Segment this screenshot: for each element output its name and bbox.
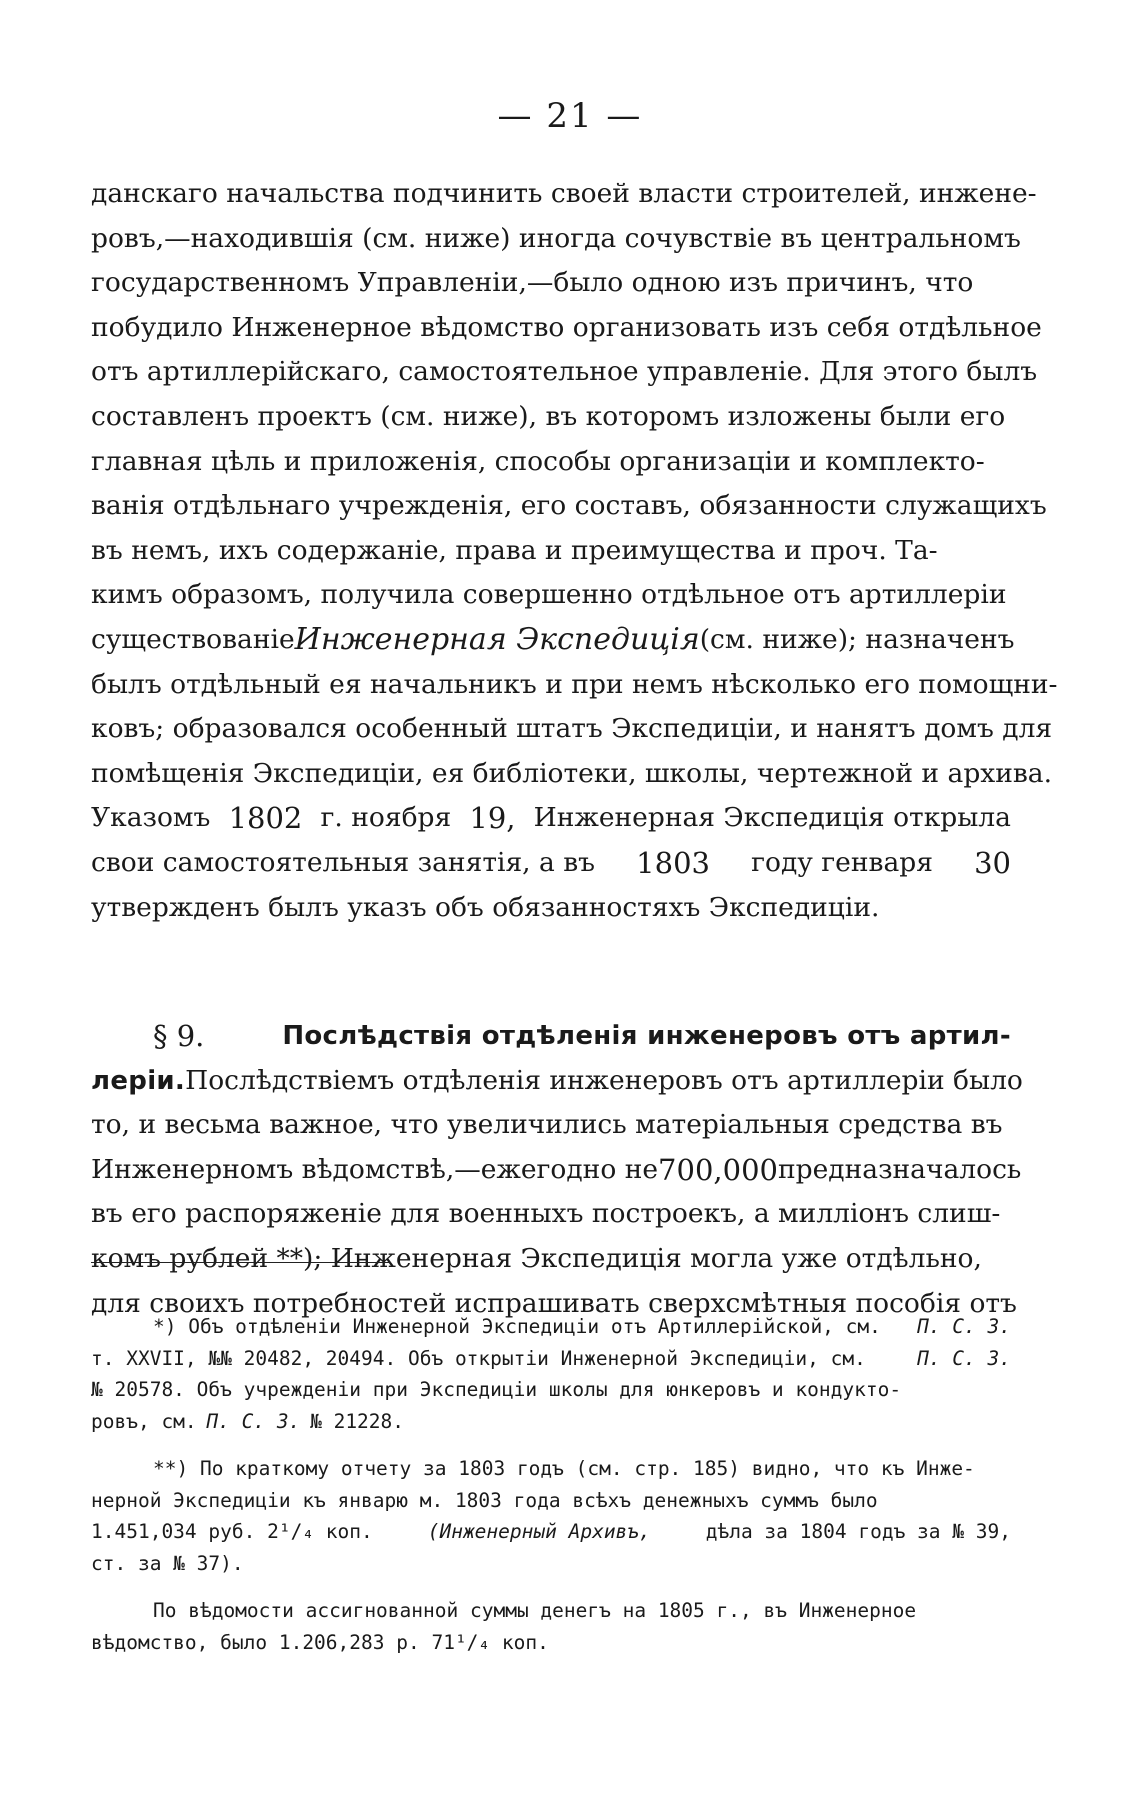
section-title-end: леріи.	[91, 1065, 186, 1096]
text-line: составленъ проектъ (см. ниже), въ которомъ изложены были его	[91, 400, 1006, 432]
main-text	[91, 172, 1058, 1326]
text-segment: Послѣдствіемъ отдѣленія инженеровъ отъ артиллеріи было	[185, 1064, 1023, 1096]
text-line: кимъ образомъ, получила совершенно отдѣльное отъ артиллеріи	[91, 579, 1007, 611]
citation: П. С. З.	[917, 1315, 1011, 1338]
text-line: былъ отдѣльный ея начальникъ и при немъ нѣсколько его помощни-	[91, 668, 1058, 700]
text-line: помѣщенія Экспедиціи, ея библіотеки, школы, чертежной и архива.	[91, 757, 1053, 789]
sum-number: 700,000	[658, 1152, 778, 1187]
text-line: отъ артиллерійскаго, самостоятельное управленіе. Для этого былъ	[91, 356, 1038, 388]
text-line	[91, 1148, 1022, 1193]
text-segment: году генваря	[751, 846, 933, 878]
page-number: — 21 —	[497, 96, 643, 136]
footnote-line	[91, 1406, 1011, 1438]
footnote-line: № 20578. Объ учрежденіи при Экспедиціи школы для юнкеровъ и кондукто-	[91, 1378, 902, 1401]
text-line: ровъ,—находившія (см. ниже) иногда сочувствіе въ центральномъ	[91, 222, 1021, 254]
text-segment: предназначалось	[777, 1153, 1022, 1185]
citation: П. С. З.	[917, 1346, 1011, 1370]
text-line: въ немъ, ихъ содержаніе, права и преимущества и проч. Та-	[91, 534, 938, 566]
footnote-gap	[91, 1437, 1011, 1453]
text-segment: *) Объ отдѣленіи Инженерной Экспедиціи отъ Артиллерійской, см.	[153, 1315, 881, 1338]
text-segment: (см. ниже); назначенъ	[699, 623, 1015, 655]
text-line	[91, 1059, 1023, 1104]
section-heading-line	[91, 1014, 1011, 1059]
year-number: 1803	[636, 845, 710, 880]
day-number: 30	[974, 845, 1011, 880]
footnote-line: вѣдомство, было 1.206,283 р. 71¹/₄ коп.	[91, 1630, 549, 1654]
text-line: главная цѣль и приложенія, способы организаціи и комплекто-	[91, 445, 985, 477]
institution-name: Инженерная Экспедиція	[294, 621, 700, 657]
text-line: ковъ; образовался особенный штатъ Экспедиціи, и нанятъ домъ для	[91, 713, 1053, 745]
section-number: § 9.	[153, 1019, 205, 1054]
text-segment: свои самостоятельныя занятія, а въ	[91, 846, 596, 878]
footnote-gap	[91, 1579, 1011, 1595]
text-line: въ его распоряженіе для военныхъ построекъ, а милліонъ слиш-	[91, 1198, 1001, 1230]
citation: П. С. З.	[206, 1409, 301, 1433]
text-segment: г. ноября	[320, 802, 452, 834]
footnote-line: **) По краткому отчету за 1803 годъ (см. стр. 185) видно, что къ Инже-	[153, 1457, 975, 1480]
text-line: данскаго начальства подчинить своей власти строителей, инжене-	[91, 178, 1037, 209]
section-gap	[91, 930, 1011, 1014]
text-line	[91, 796, 1011, 841]
text-line: утвержденъ былъ указъ объ обязанностяхъ Экспедиціи.	[91, 891, 880, 923]
text-line: то, и весьма важное, что увеличились матеріальныя средства въ	[91, 1109, 1003, 1141]
footnotes	[91, 1311, 1011, 1658]
footnote-line	[91, 1311, 1011, 1343]
footnote-divider	[91, 1262, 391, 1263]
text-line: для своихъ потребностей испрашивать сверхсмѣтныя пособія отъ	[91, 1287, 1017, 1319]
footnote-line: нерной Экспедиціи къ январю м. 1803 года всѣхъ денежныхъ суммъ было	[91, 1488, 878, 1512]
text-line: ванія отдѣльнаго учрежденія, его составъ, обязанности служащихъ	[91, 490, 1047, 522]
text-segment: Инженерномъ вѣдомствѣ,—ежегодно не	[91, 1153, 659, 1185]
text-segment: дѣла за 1804 годъ за № 39,	[705, 1520, 1011, 1543]
day-number: 19,	[469, 801, 516, 836]
text-segment: т. XXVII, №№ 20482, 20494. Объ открытіи Инженерной Экспедиціи, см.	[91, 1346, 866, 1370]
footnote-line: По вѣдомости ассигнованной суммы денегъ на 1805 г., въ Инженерное	[153, 1599, 917, 1622]
citation: (Инженерный Архивъ,	[427, 1520, 651, 1543]
text-segment: Указомъ	[91, 802, 211, 834]
footnote-line	[91, 1516, 1011, 1548]
text-segment: существованіе	[91, 623, 295, 655]
footnote-line: ст. за № 37).	[91, 1551, 244, 1575]
text-line: побудило Инженерное вѣдомство организовать изъ себя отдѣльное	[91, 311, 1042, 343]
section-title: Послѣдствія отдѣленія инженеровъ отъ артил-	[282, 1021, 1011, 1052]
text-line	[91, 841, 1011, 886]
text-line: государственномъ Управленіи,—было одною изъ причинъ, что	[91, 267, 974, 299]
text-line: комъ рублей **); Инженерная Экспедиція могла уже отдѣльно,	[91, 1243, 982, 1275]
text-line	[91, 618, 1015, 663]
footnote-line	[91, 1343, 1011, 1375]
text-segment: Инженерная Экспедиція открыла	[533, 802, 1011, 834]
text-segment: ровъ, см.	[91, 1409, 197, 1433]
year-number: 1802	[228, 801, 303, 836]
text-segment: № 21228.	[310, 1409, 405, 1433]
text-segment: 1.451,034 руб. 2¹/₄ коп.	[91, 1520, 373, 1543]
